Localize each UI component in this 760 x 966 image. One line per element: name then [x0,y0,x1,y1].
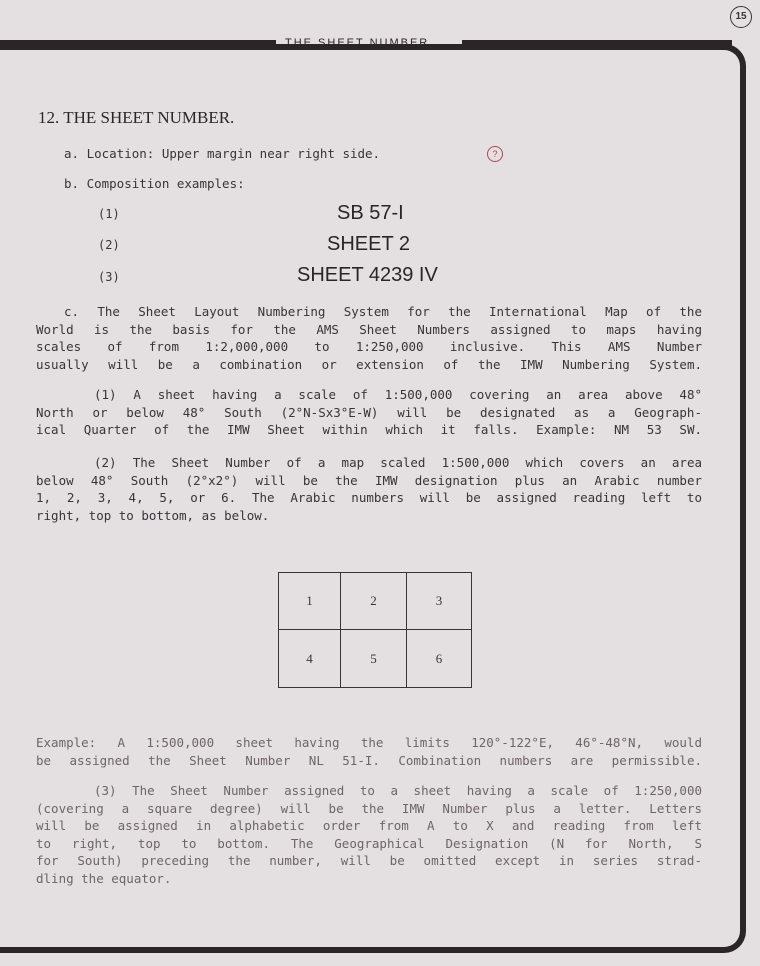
example-value-1: SB 57-I [337,202,404,224]
para-2-line: 1, 2, 3, 4, 5, or 6. The Arabic numbers will be assigned reading left to [36,490,702,505]
example-value-3: SHEET 4239 IV [297,264,438,286]
para-3-line: to right, top to bottom. The Geographical Designation (N for North, S [36,835,702,851]
section-heading: 12. THE SHEET NUMBER. [38,108,235,127]
paragraph-1 [36,386,702,439]
para-1-line: North or below 48° South (2°N-Sx3°E-W) will be designated as a Geograph- [36,404,702,420]
example-number-1: (1) [98,207,120,221]
para-3-line: dling the equator. [36,870,172,886]
grid-cell: 4 [279,630,341,687]
grid-cell: 1 [279,573,341,630]
paragraph-c [36,303,702,373]
para-3-line: will be assigned in alphabetic order from A to X and reading from left [36,818,702,833]
grid-cell: 3 [407,573,471,630]
header-title: THE SHEET NUMBER [285,37,430,49]
example-value-2: SHEET 2 [327,233,410,255]
example-para-line: be assigned the Sheet Number NL 51-I. Combination numbers are permissible. [36,752,702,768]
example-paragraph [36,734,702,769]
para-c-line: World is the basis for the AMS Sheet Numbers assigned to maps having [36,321,702,337]
para-1-line: ical Quarter of the IMW Sheet within which it falls. Example: NM 53 SW. [36,422,702,437]
para-2-line: right, top to bottom, as below. [36,507,270,523]
para-2-line: (2) The Sheet Number of a map scaled 1:500,000 which covers an area [94,455,702,470]
para-3-line: for South) preceding the number, will be omitted except in series strad- [36,853,702,868]
grid-cell: 6 [435,650,443,666]
para-c-line: usually will be a combination or extension of the IMW Numbering System. [36,356,702,372]
para-1-line: (1) A sheet having a scale of 1:500,000 covering an area above 48° [94,387,702,402]
location-line: a. Location: Upper margin near right side. [64,146,381,161]
handwritten-circle-mark: ? [487,146,503,162]
example-number-2: (2) [98,238,120,252]
para-3-line: (3) The Sheet Number assigned to a sheet having a scale of 1:250,000 [94,783,702,798]
para-2-line: below 48° South (2°x2°) will be the IMW designation plus an Arabic number [36,472,702,488]
grid-cell: 2 [341,573,407,630]
para-3-line: (covering a square degree) will be the IMW Number plus a letter. Letters [36,800,702,816]
page-number-badge: 15 [730,6,752,28]
grid-cell: 5 [341,630,407,687]
example-number-3: (3) [98,270,120,284]
example-para-line: Example: A 1:500,000 sheet having the limits 120°-122°E, 46°-48°N, would [36,735,702,750]
sheet-number-grid [278,572,472,688]
paragraph-3 [36,782,702,887]
para-c-line: c. The Sheet Layout Numbering System for the International Map of the [64,304,702,319]
para-c-line: scales of from 1:2,000,000 to 1:250,000 inclusive. This AMS Number [36,339,702,354]
paragraph-2 [36,454,702,524]
composition-line: b. Composition examples: [64,176,245,191]
